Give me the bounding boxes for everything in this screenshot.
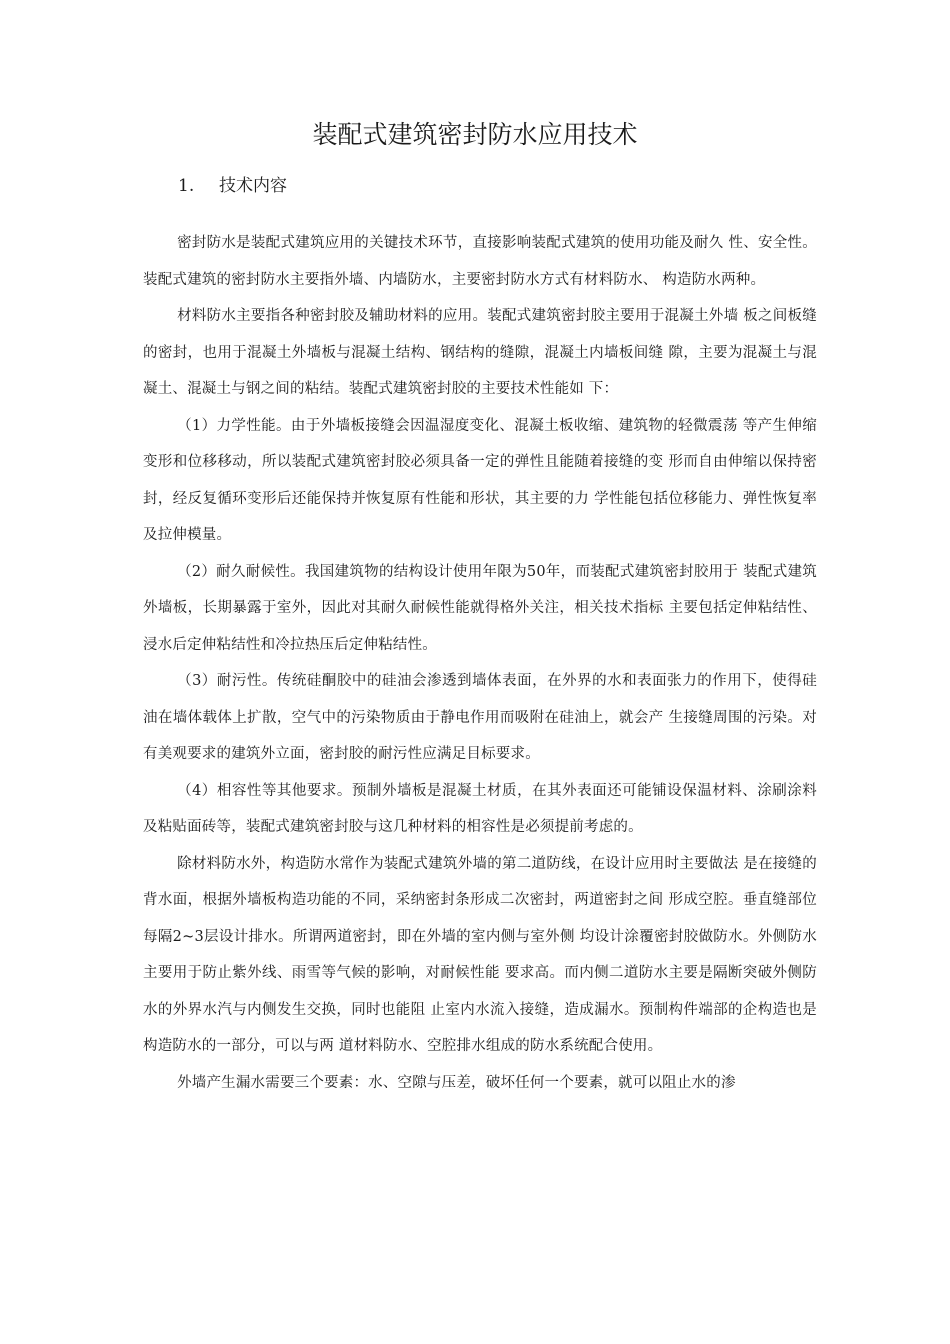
body-text: [143, 225, 817, 1101]
section-label: 技术内容: [219, 176, 287, 196]
section-number: 1.: [178, 176, 195, 196]
paragraph: （4）相容性等其他要求。预制外墙板是混凝土材质，在其外表面还可能铺设保温材料、涂刷涂料及粘贴面砖等，装配式建筑密封胶与这几种材料的相容性是必须提前考虑的。: [143, 782, 817, 835]
paragraph: 密封防水是装配式建筑应用的关键技术环节，直接影响装配式建筑的使用功能及耐久 性、安全性。装配式建筑的密封防水主要指外墙、内墙防水，主要密封防水方式有材料防水、 构造防水两种。: [143, 235, 817, 288]
paragraph: 除材料防水外，构造防水常作为装配式建筑外墙的第二道防线，在设计应用时主要做法 是在接缝的背水面，根据外墙板构造功能的不同，采纳密封条形成二次密封，两道密封之间 形成空腔。垂直缝部位每隔2~3层设计排水。所谓两道密封，即在外墙的室内侧与室外侧 均设计涂覆密封胶做防水。外侧防水主要用于防止紫外线、雨雪等气候的影响，对耐候性能 要求高。而内侧二道防水主要是隔断突破外侧防水的外界水汽与内侧发生交换，同时也能阻 止室内水流入接缝，造成漏水。预制构件端部的企构造也是构造防水的一部分，可以与两 道材料防水、空腔排水组成的防水系统配合使用。: [143, 855, 817, 1054]
paragraph: （2）耐久耐候性。我国建筑物的结构设计使用年限为50年，而装配式建筑密封胶用于 装配式建筑外墙板，长期暴露于室外，因此对其耐久耐候性能就得格外关注，相关技术指标 主要包括定伸粘结性、浸水后定伸粘结性和冷拉热压后定伸粘结性。: [143, 563, 817, 653]
paragraph: （3）耐污性。传统硅酮胶中的硅油会渗透到墙体表面，在外界的水和表面张力的作用下，使得硅油在墙体载体上扩散，空气中的污染物质由于静电作用而吸附在硅油上，就会产 生接缝周围的污染。对有美观要求的建筑外立面，密封胶的耐污性应满足目标要求。: [143, 673, 817, 762]
paragraph: （1）力学性能。由于外墙板接缝会因温湿度变化、混凝土板收缩、建筑物的轻微震荡 等产生伸缩变形和位移移动，所以装配式建筑密封胶必须具备一定的弹性且能随着接缝的变 形而自由伸缩以保持密封，经反复循环变形后还能保持并恢复原有性能和形状，其主要的力 学性能包括位移能力、弹性恢复率及拉伸模量。: [143, 417, 817, 543]
paragraph: 材料防水主要指各种密封胶及辅助材料的应用。装配式建筑密封胶主要用于混凝土外墙 板之间板缝的密封，也用于混凝土外墙板与混凝土结构、钢结构的缝隙，混凝土内墙板间缝 隙，主要为混凝土与混凝土、混凝土与钢之间的粘结。装配式建筑密封胶的主要技术性能如 下：: [143, 308, 817, 397]
section-heading: [178, 174, 287, 198]
document-title: 装配式建筑密封防水应用技术: [312, 120, 638, 149]
paragraph: 外墙产生漏水需要三个要素：水、空隙与压差，破坏任何一个要素，就可以阻止水的渗: [177, 1074, 736, 1091]
